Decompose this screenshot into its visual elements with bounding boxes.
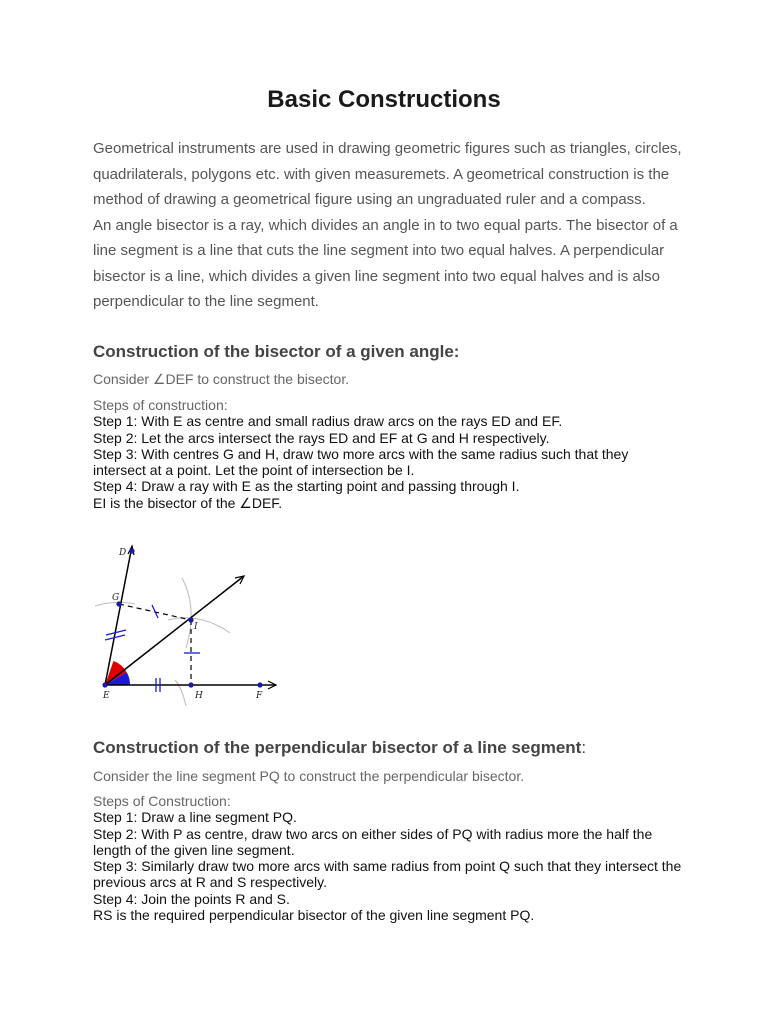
step-item: Step 2: Let the arcs intersect the rays ED and EF at G and H respectively. [93, 429, 550, 446]
point-F [257, 682, 262, 687]
angle-bisector-diagram [90, 538, 290, 708]
point-I [188, 617, 193, 622]
steps-heading: Steps of construction: [93, 397, 228, 413]
step-item: Step 4: Join the points R and S. [93, 890, 290, 907]
point-E [102, 682, 107, 687]
label-E: E [103, 691, 110, 701]
section-angle-bisector-heading: Construction of the bisector of a given angle: [93, 342, 460, 361]
page-title: Basic Constructions [267, 86, 501, 113]
section-angle-bisector-steps [93, 397, 683, 511]
steps-heading: Steps of Construction: [93, 793, 231, 809]
label-F: F [256, 691, 263, 701]
label-G: G [112, 593, 120, 603]
section-perpendicular-bisector-consider: Consider the line segment PQ to construct the perpendicular bisector. [93, 768, 525, 784]
construction-arc [182, 578, 191, 648]
step-item: Step 3: With centres G and H, draw two more arcs with the same radius such that they intersect at a point. Let the point of intersection be I. [93, 445, 629, 479]
section-perpendicular-bisector-heading-text: Construction of the perpendicular bisector of a line segment [93, 738, 582, 757]
step-item: Step 3: Similarly draw two more arcs with same radius from point Q such that they intersect the previous arcs at R and S respectively. [93, 858, 682, 891]
label-D: D [119, 548, 127, 558]
step-item: EI is the bisector of the ∠DEF. [93, 494, 283, 511]
section-perpendicular-bisector-steps [93, 793, 683, 923]
step-item: Step 1: With E as centre and small radius draw arcs on the rays ED and EF. [93, 413, 563, 430]
label-H: H [195, 691, 203, 701]
heading-colon: : [581, 738, 587, 757]
tick-mark [152, 605, 158, 618]
intro-paragraph-1: Geometrical instruments are used in drawing geometric figures such as triangles, circles, quadrilaterals, polygons etc. with given measuremets. A geometrical construction is the method of drawing a geometrical figure using an ungraduated ruler and a compass. [93, 140, 682, 208]
point-D [129, 548, 134, 553]
intro-text [93, 136, 683, 315]
section-angle-bisector-consider: Consider ∠DEF to construct the bisector. [93, 371, 350, 387]
intro-paragraph-2: An angle bisector is a ray, which divides an angle in to two equal parts. The bisector of a line segment is a line that cuts the line segment into two equal halves. A perpendicular bisector is a line, which divides a given line segment into two equal halves and is also perpendicular to the line segment. [93, 216, 678, 310]
point-H [188, 682, 193, 687]
label-I: I [194, 622, 198, 632]
step-item: RS is the required perpendicular bisector of the given line segment PQ. [93, 907, 535, 924]
step-item: Step 2: With P as centre, draw two arcs on either sides of PQ with radius more the half the length of the given line segment. [93, 825, 653, 858]
step-item: Step 1: Draw a line segment PQ. [93, 809, 297, 826]
construction-arc [175, 680, 186, 706]
construction-arc [168, 618, 230, 633]
section-perpendicular-bisector-heading [93, 738, 586, 758]
step-item: Step 4: Draw a ray with E as the starting point and passing through I. [93, 478, 520, 495]
